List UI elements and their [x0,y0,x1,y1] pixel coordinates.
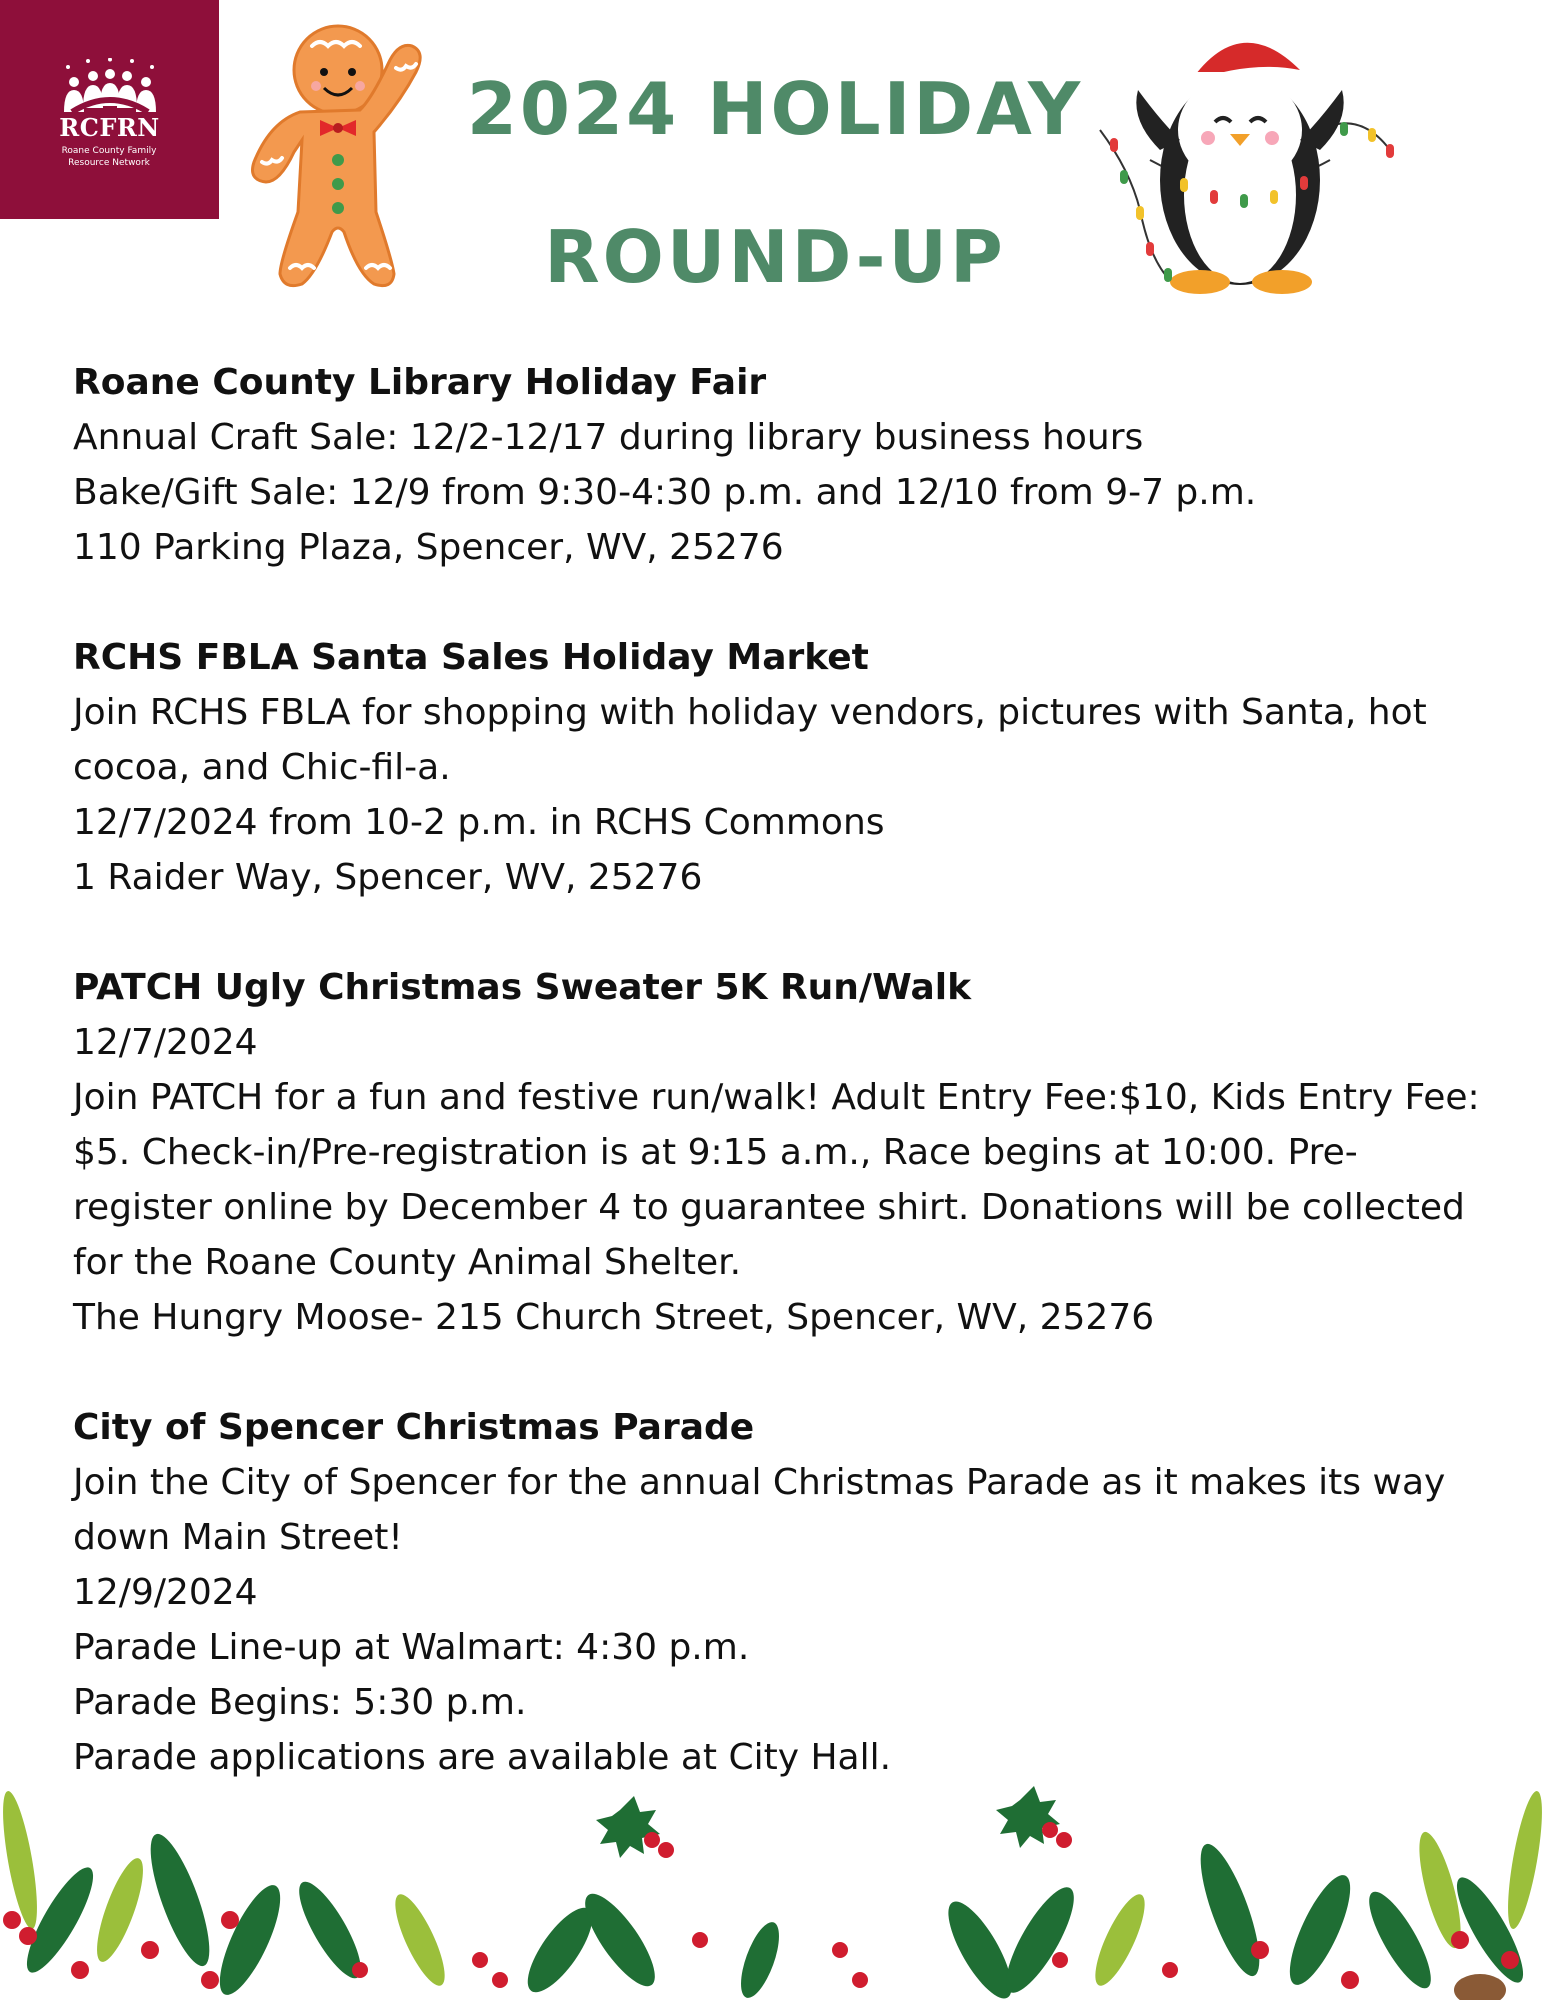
event-christmas-parade [73,1400,1493,1785]
event-line: Join RCHS FBLA for shopping with holiday vendors, pictures with Santa, hot cocoa, and Chic-fil-a. [73,692,1427,788]
event-line: 12/9/2024 [73,1572,258,1613]
event-line: 12/7/2024 [73,1022,258,1063]
events-list [73,355,1493,1840]
event-library-fair [73,355,1493,575]
event-patch-5k [73,960,1493,1345]
event-line: 1 Raider Way, Spencer, WV, 25276 [73,857,703,898]
event-line: 110 Parking Plaza, Spencer, WV, 25276 [73,527,784,568]
event-line: Join PATCH for a fun and festive run/walk! Adult Entry Fee:$10, Kids Entry Fee: $5. Check-in/Pre-registration is at 9:15 a.m., Race begins at 10:00. Pre-register online by December 4 to guarantee shirt. Donations will be collected for the Roane County Animal Shelter. [73,1077,1480,1283]
holly-foliage-border [0,1740,1545,2000]
event-line: Parade Begins: 5:30 p.m. [73,1682,527,1723]
event-heading: RCHS FBLA Santa Sales Holiday Market [73,637,869,678]
logo-full-name: Roane County Family Resource Network [61,146,157,168]
event-heading: Roane County Library Holiday Fair [73,362,767,403]
event-line: Bake/Gift Sale: 12/9 from 9:30-4:30 p.m. and 12/10 from 9-7 p.m. [73,472,1257,513]
event-line: Parade Line-up at Walmart: 4:30 p.m. [73,1627,750,1668]
event-heading: City of Spencer Christmas Parade [73,1407,755,1448]
event-fbla-market [73,630,1493,905]
title-line-1: 2024 HOLIDAY [466,67,1084,151]
event-line: Annual Craft Sale: 12/2-12/17 during library business hours [73,417,1144,458]
event-line: Parade applications are available at City Hall. [73,1737,892,1778]
gingerbread-man-icon [240,12,450,292]
logo-abbreviation: RCFRN [59,113,160,142]
event-line: The Hungry Moose- 215 Church Street, Spencer, WV, 25276 [73,1297,1155,1338]
rcfrn-logo [0,0,219,219]
event-line: Join the City of Spencer for the annual Christmas Parade as it makes its way down Main Street! [73,1462,1446,1558]
penguin-with-lights-icon [1090,10,1400,310]
title-line-2: ROUND-UP [544,215,1006,299]
page-title [460,35,1090,331]
event-line: 12/7/2024 from 10-2 p.m. in RCHS Commons [73,802,885,843]
people-arch-icon [58,58,162,114]
event-heading: PATCH Ugly Christmas Sweater 5K Run/Walk [73,967,972,1008]
